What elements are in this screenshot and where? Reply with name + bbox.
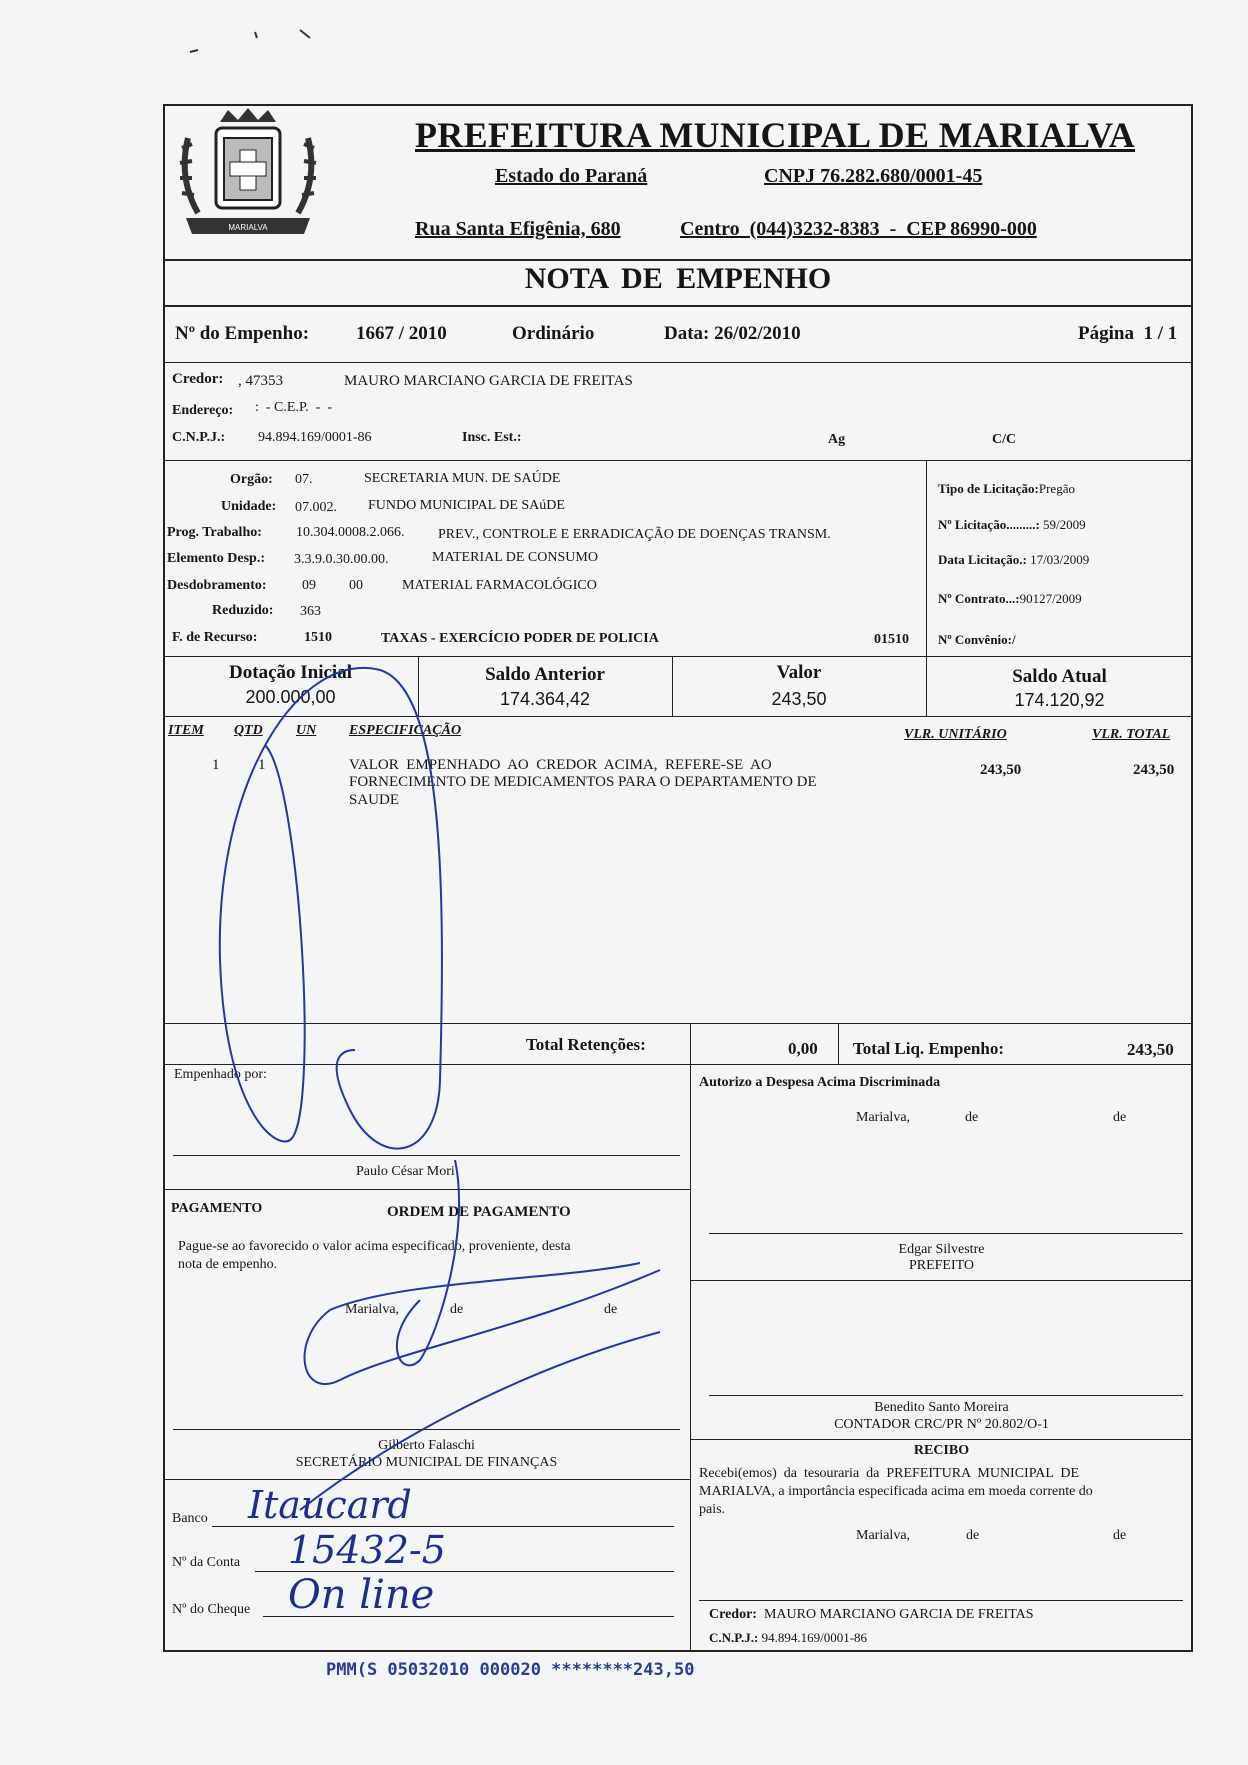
saldo-atual-label: Saldo Atual: [1012, 666, 1107, 687]
empenho-number: 1667 / 2010: [356, 323, 447, 344]
cnpj-label: CNPJ 76.282.680/0001-45: [764, 165, 983, 187]
elemento-name: MATERIAL DE CONSUMO: [432, 550, 598, 565]
prog-trabalho-name: PREV., CONTROLE E ERRADICAÇÃO DE DOENÇAS TRANSM.: [438, 527, 831, 542]
pagamento-de-1: de: [450, 1302, 464, 1317]
endereco-label: Endereço:: [172, 403, 234, 418]
valor-label: Valor: [776, 662, 822, 683]
saldo-anterior-value: 174.364,42: [499, 689, 591, 709]
recurso-name: TAXAS - EXERCÍCIO PODER DE POLICIA: [381, 631, 659, 646]
prefeito-title: PREFEITO: [908, 1258, 975, 1273]
item-total-value: 243,50: [1133, 762, 1175, 778]
recurso-number: 01510: [874, 632, 909, 647]
valor-value: 243,50: [771, 689, 827, 709]
empenho-type: Ordinário: [512, 323, 595, 344]
col-header-vlr-total: VLR. TOTAL: [1092, 727, 1171, 742]
recibo-title: RECIBO: [913, 1443, 970, 1458]
autorizo-label: Autorizo a Despesa Acima Discriminada: [699, 1075, 941, 1090]
item-unit-value: 243,50: [980, 762, 1022, 778]
credor-label: Credor:: [172, 371, 224, 387]
document-title: NOTA DE EMPENHO: [524, 262, 832, 295]
desdobramento-name: MATERIAL FARMACOLÓGICO: [402, 578, 597, 593]
recurso-code: 1510: [304, 630, 332, 645]
tipo-licitacao: Tipo de Licitação:Pregão: [938, 481, 1075, 496]
col-header-un: UN: [296, 723, 317, 738]
recibo-text-line-3: pais.: [699, 1502, 726, 1517]
banco-value: Itaucard: [248, 1483, 412, 1527]
numero-convenio: Nº Convênio:/: [938, 632, 1016, 647]
credor-cnpj: 94.894.169/0001-86: [258, 430, 372, 445]
pagamento-place: Marialva,: [345, 1302, 400, 1317]
item-number: 1: [212, 757, 220, 773]
reduzido-label: Reduzido:: [212, 603, 274, 618]
col-header-especificacao: ESPECIFICAÇÃO: [349, 723, 462, 738]
empenhado-por-label: Empenhado por:: [174, 1067, 267, 1082]
orgao-label: Orgão:: [230, 472, 273, 487]
credor-code: , 47353: [238, 373, 283, 389]
item-spec-line-1: VALOR EMPENHADO AO CREDOR ACIMA, REFERE-SE AO: [349, 757, 772, 773]
pagamento-text-line-1: Pague-se ao favorecido o valor acima especificado, proveniente, desta: [178, 1239, 571, 1254]
state-label: Estado do Paraná: [495, 165, 648, 187]
empenhado-por-name: Paulo César Mori: [356, 1164, 455, 1179]
total-liq-label: Total Liq. Empenho:: [853, 1039, 1004, 1058]
saldo-atual-value: 174.120,92: [1014, 690, 1105, 710]
prog-trabalho-label: Prog. Trabalho:: [167, 525, 262, 540]
pagamento-text-line-2: nota de empenho.: [178, 1257, 278, 1272]
pagamento-label: PAGAMENTO: [171, 1201, 263, 1216]
desdobramento-code-2: 00: [349, 578, 363, 593]
cheque-label: Nº do Cheque: [172, 1602, 251, 1617]
conta-label: Nº da Conta: [172, 1555, 241, 1570]
item-spec-line-3: SAUDE: [349, 792, 400, 808]
autorizo-place: Marialva,: [856, 1110, 911, 1125]
address-details: Centro (044)3232-8383 - CEP 86990-000: [680, 218, 1037, 240]
numero-contrato: Nº Contrato...:90127/2009: [938, 591, 1082, 606]
empenho-date: Data: 26/02/2010: [664, 323, 801, 344]
total-retencoes-label: Total Retenções:: [526, 1035, 646, 1054]
total-liq-value: 243,50: [1127, 1040, 1174, 1059]
contador-title: CONTADOR CRC/PR Nº 20.802/O-1: [834, 1417, 1049, 1432]
numero-licitacao: Nº Licitação.........: 59/2009: [938, 517, 1086, 532]
dotacao-inicial-value: 200.000,00: [245, 687, 336, 707]
secretario-title: SECRETÁRIO MUNICIPAL DE FINANÇAS: [295, 1455, 558, 1470]
address-label: Rua Santa Efigênia, 680: [415, 218, 621, 240]
credor-name: MAURO MARCIANO GARCIA DE FREITAS: [344, 373, 633, 389]
desdobramento-code-1: 09: [302, 578, 316, 593]
reduzido-value: 363: [300, 604, 321, 619]
autorizo-de-1: de: [965, 1110, 979, 1125]
recibo-text-line-2: MARIALVA, a importância especificada acima em moeda corrente do: [699, 1484, 1093, 1499]
city-hall-title: PREFEITURA MUNICIPAL DE MARIALVA: [415, 115, 1136, 155]
dotacao-inicial-label: Dotação Inicial: [229, 662, 352, 683]
cashier-stamp: PMM(S 05032010 000020 ********243,50: [326, 1660, 695, 1680]
recibo-de-1: de: [966, 1528, 980, 1543]
total-retencoes-value: 0,00: [788, 1039, 818, 1058]
secretario-name: Gilberto Falaschi: [378, 1438, 475, 1453]
cheque-value: On line: [288, 1572, 435, 1618]
endereco-value: : - C.E.P. - -: [255, 400, 332, 415]
data-licitacao: Data Licitação.: 17/03/2009: [938, 552, 1090, 567]
credor-cnpj-label: C.N.P.J.:: [172, 430, 226, 445]
svg-text:MARIALVA: MARIALVA: [228, 223, 268, 232]
unidade-label: Unidade:: [221, 499, 277, 514]
orgao-code: 07.: [295, 472, 313, 487]
account-label: C/C: [992, 432, 1017, 447]
recibo-credor: Credor: MAURO MARCIANO GARCIA DE FREITAS: [709, 1607, 1034, 1622]
pagamento-de-2: de: [604, 1302, 618, 1317]
prefeito-name: Edgar Silvestre: [898, 1242, 985, 1257]
empenho-number-label: Nº do Empenho:: [175, 323, 310, 344]
autorizo-de-2: de: [1113, 1110, 1127, 1125]
desdobramento-label: Desdobramento:: [167, 578, 267, 593]
col-header-qtd: QTD: [234, 723, 263, 738]
page-indicator: Página 1 / 1: [1078, 323, 1178, 344]
recibo-cnpj: C.N.P.J.: 94.894.169/0001-86: [709, 1630, 868, 1645]
recibo-de-2: de: [1113, 1528, 1127, 1543]
recurso-label: F. de Recurso:: [172, 630, 258, 645]
unidade-name: FUNDO MUNICIPAL DE SAúDE: [368, 498, 565, 513]
item-spec-line-2: FORNECIMENTO DE MEDICAMENTOS PARA O DEPARTAMENTO DE: [349, 774, 817, 790]
contador-name: Benedito Santo Moreira: [874, 1400, 1009, 1415]
prog-trabalho-code: 10.304.0008.2.066.: [296, 525, 405, 540]
agency-label: Ag: [828, 432, 846, 447]
ordem-pagamento-label: ORDEM DE PAGAMENTO: [387, 1204, 571, 1220]
item-quantity: 1: [258, 757, 266, 773]
insc-est-label: Insc. Est.:: [462, 430, 522, 445]
unidade-code: 07.002.: [295, 500, 337, 515]
elemento-code: 3.3.9.0.30.00.00.: [294, 552, 389, 567]
orgao-name: SECRETARIA MUN. DE SAÚDE: [364, 471, 561, 486]
col-header-item: ITEM: [168, 723, 204, 738]
elemento-label: Elemento Desp.:: [167, 551, 265, 566]
conta-value: 15432-5: [288, 1528, 446, 1572]
saldo-anterior-label: Saldo Anterior: [485, 664, 605, 685]
recibo-text-line-1: Recebi(emos) da tesouraria da PREFEITURA MUNICIPAL DE: [699, 1466, 1080, 1481]
banco-label: Banco: [172, 1511, 208, 1526]
col-header-vlr-unitario: VLR. UNITÁRIO: [904, 727, 1007, 742]
recibo-place: Marialva,: [856, 1528, 911, 1543]
